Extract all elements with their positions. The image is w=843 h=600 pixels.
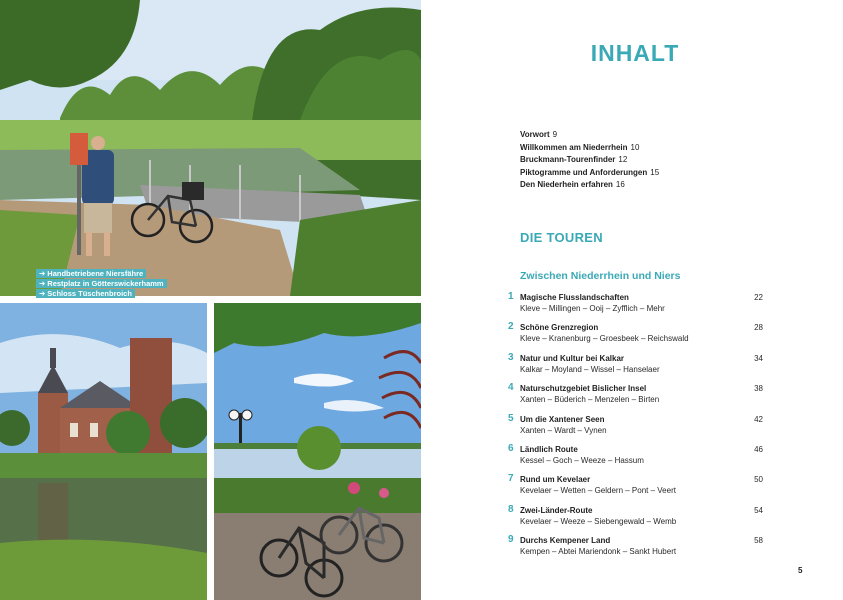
tour-page: 50 <box>754 475 763 485</box>
tour-page: 42 <box>754 414 763 424</box>
tour-route: Xanten – Büderich – Menzelen – Birten <box>520 395 660 405</box>
tour-page: 38 <box>754 384 763 394</box>
tour-title: Um die Xantener Seen <box>520 414 605 424</box>
tour-route: Kevelaer – Wetten – Geldern – Pont – Veert <box>520 486 676 496</box>
tour-number: 3 <box>508 351 514 363</box>
tour-title: Rund um Kevelaer <box>520 475 591 485</box>
tour-entry[interactable] <box>508 504 763 534</box>
front-matter-item[interactable]: Piktogramme und Anforderungen 15 <box>520 167 660 177</box>
tour-page: 46 <box>754 444 763 454</box>
tour-route: Kessel – Goch – Weeze – Hassum <box>520 455 644 465</box>
tour-title: Natur und Kultur bei Kalkar <box>520 353 625 363</box>
tour-page: 28 <box>754 323 763 333</box>
tour-route: Kleve – Millingen – Ooij – Zyfflich – Mehr <box>520 304 665 313</box>
arrow-icon: ➔ <box>39 269 46 278</box>
tour-number: 6 <box>508 442 514 454</box>
tour-route: Kalkar – Moyland – Wissel – Hanselaer <box>520 364 660 374</box>
tour-number: 2 <box>508 321 514 333</box>
front-matter-item[interactable]: Bruckmann-Tourenfinder 12 <box>520 155 628 164</box>
tour-entry[interactable] <box>508 352 763 382</box>
page-number: 5 <box>798 566 803 575</box>
tour-page: 58 <box>754 536 763 546</box>
tour-title: Magische Flusslandschaften <box>520 293 629 302</box>
tour-title: Schöne Grenzregion <box>520 323 599 333</box>
front-matter-item[interactable]: Willkommen am Niederrhein 10 <box>520 142 640 152</box>
tour-route: Kleve – Kranenburg – Groesbeek – Reichswald <box>520 334 689 344</box>
caption-2: ➔ Restplatz in Götterswickerhamm <box>36 279 167 288</box>
tour-title: Durchs Kempener Land <box>520 536 611 546</box>
caption-3: ➔ Schloss Tüschenbroich <box>36 289 135 298</box>
tour-entry[interactable] <box>508 321 763 351</box>
tour-entry[interactable] <box>508 413 763 443</box>
photo-bicycles-river <box>214 303 421 600</box>
front-matter-list <box>520 129 659 192</box>
tour-title: Naturschutzgebiet Bislicher Insel <box>520 384 647 394</box>
arrow-icon: ➔ <box>39 289 46 298</box>
tour-page: 54 <box>754 505 763 515</box>
tour-number: 1 <box>508 291 514 302</box>
tour-number: 5 <box>508 412 514 424</box>
photo-ferry-landscape <box>0 0 421 296</box>
tour-entry[interactable] <box>508 291 763 321</box>
tour-entry[interactable] <box>508 443 763 473</box>
region-title: Zwischen Niederrhein und Niers <box>520 270 681 282</box>
tour-number: 7 <box>508 473 514 485</box>
tour-number: 4 <box>508 382 514 394</box>
photo-captions <box>36 269 167 298</box>
tour-entry[interactable] <box>508 473 763 503</box>
tour-route: Xanten – Wardt – Vynen <box>520 425 607 435</box>
tour-title: Ländlich Route <box>520 444 578 454</box>
tour-route: Kevelaer – Weeze – Siebengewald – Wemb <box>520 516 677 526</box>
caption-1: ➔ Handbetriebene Niersfähre <box>36 269 146 278</box>
tour-number: 8 <box>508 503 514 515</box>
tour-page: 22 <box>754 293 763 302</box>
castle-image <box>0 303 207 600</box>
tour-list <box>508 291 763 565</box>
photo-castle <box>0 303 207 600</box>
tour-entry[interactable] <box>508 382 763 412</box>
ferry-landscape-image <box>0 0 421 296</box>
front-matter-item[interactable]: Den Niederhein erfahren 16 <box>520 180 625 189</box>
tour-number: 9 <box>508 534 514 546</box>
tour-title: Zwei-Länder-Route <box>520 505 593 515</box>
front-matter-item[interactable]: Vorwort 9 <box>520 130 558 139</box>
toc-heading: INHALT <box>590 40 680 66</box>
arrow-icon: ➔ <box>39 279 46 288</box>
bicycles-river-image <box>214 303 421 600</box>
tour-route: Kempen – Abtei Mariendonk – Sankt Hubert <box>520 547 677 557</box>
tour-entry[interactable] <box>508 534 763 564</box>
tours-heading: DIE TOUREN <box>520 230 603 245</box>
tour-page: 34 <box>754 353 763 363</box>
